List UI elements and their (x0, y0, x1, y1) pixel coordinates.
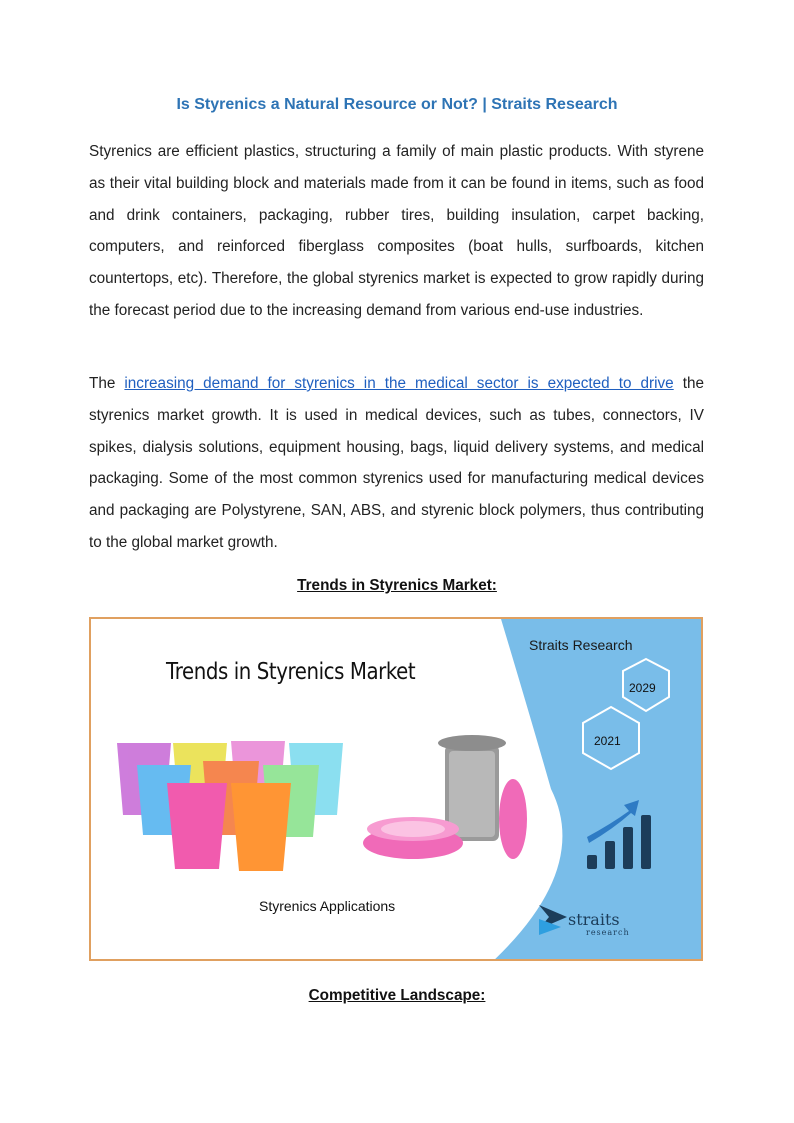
trends-heading: Trends in Styrenics Market: (297, 577, 497, 594)
infographic-caption: Styrenics Applications (259, 898, 396, 914)
paragraph-medical-suffix: the styrenics market growth. It is used in medical devices, such as tubes, connectors, IV spikes, dialysis solutions, equipment housing, bags, liquid delivery systems, and medical packaging. Some of the most common styrenics used for manufacturing medical devices and packaging are Polystyrene, SAN, ABS, and styrenic block polymers, thus contributing to the global market growth. (89, 375, 704, 551)
logo-subtitle: research (586, 928, 630, 937)
infographic-title: Trends in Styrenics Market (166, 659, 416, 685)
paragraph-medical-prefix: The (89, 375, 125, 392)
year-2021-label: 2021 (594, 734, 621, 748)
year-2029-label: 2029 (629, 681, 656, 695)
medical-sector-link[interactable]: increasing demand for styrenics in the medical sector is expected to drive (124, 375, 674, 392)
paragraph-intro: Styrenics are efficient plastics, structuring a family of main plastic products. With styrene as their vital building block and materials made from it can be found in items, such as food and drink containers, packaging, rubber tires, building insulation, carpet backing, computers, and reinforced fiberglass composites (boat hulls, surfboards, kitchen countertops, etc). Therefore, the global styrenics market is expected to grow rapidly during the forecast period due to the increasing demand from various end-use industries. (89, 143, 704, 319)
containers-image (363, 735, 527, 859)
logo-wordmark: straits (568, 910, 620, 929)
document-title: Is Styrenics a Natural Resource or Not? | Straits Research (176, 96, 618, 113)
paragraph-medical (89, 368, 704, 559)
plastic-cups-image (117, 741, 343, 871)
brand-label: Straits Research (529, 637, 633, 653)
trends-infographic (89, 617, 703, 961)
competitive-heading: Competitive Landscape: (308, 987, 486, 1004)
